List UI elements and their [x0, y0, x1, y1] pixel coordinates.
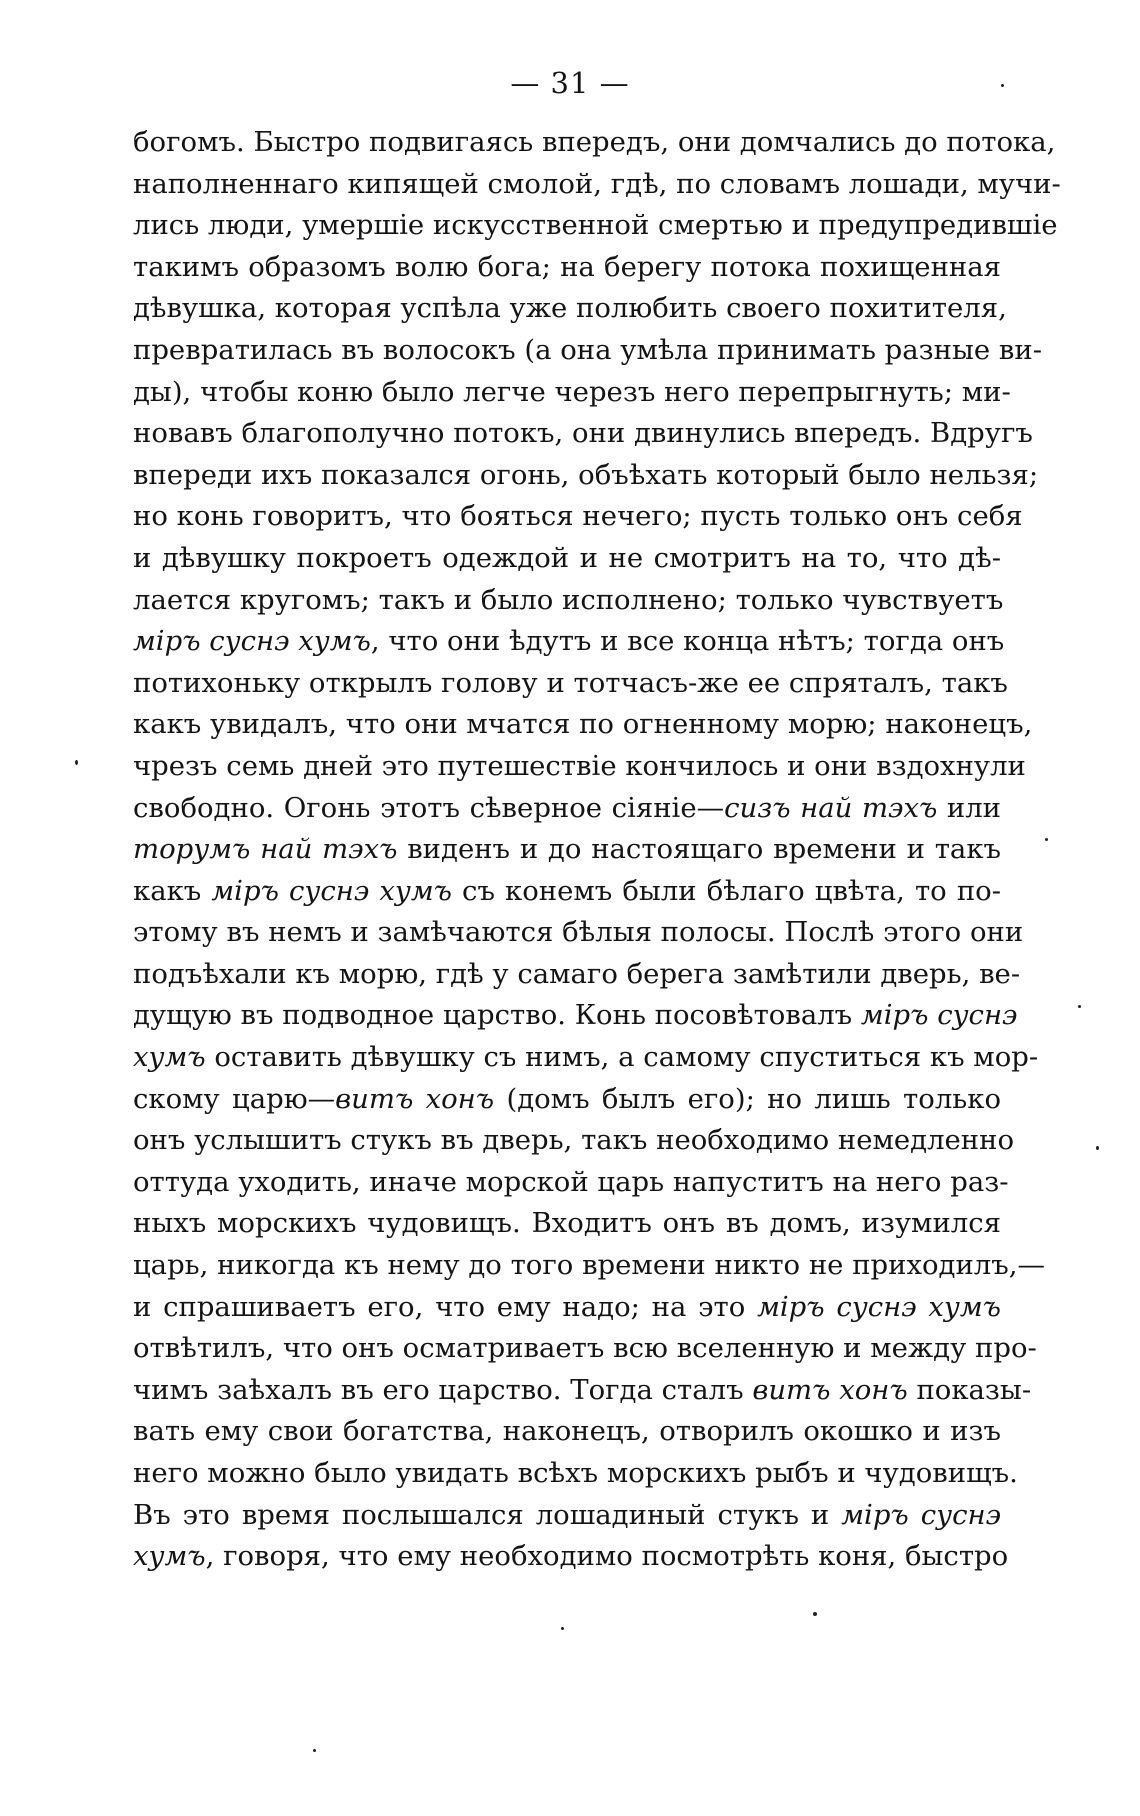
text-run: лись люди, умершіе искусственной смертью и предупредившіе: [133, 209, 1058, 242]
text-run: , говоря, что ему необходимо посмотрѣть коня, быстро: [205, 1540, 1009, 1573]
text-run: впереди ихъ показался огонь, объѣхать который было нельзя;: [133, 458, 1039, 491]
italic-term: торумъ най тэхъ: [133, 833, 398, 866]
text-run: него можно было увидать всѣхъ морскихъ рыбъ и чудовищъ.: [133, 1457, 1018, 1489]
italic-term: витъ хонъ: [335, 1082, 495, 1115]
text-line: [133, 663, 1008, 705]
text-run: дущую въ подводное царство. Конь посовѣтовалъ: [133, 999, 861, 1032]
text-run: отвѣтилъ, что онъ осматриваетъ всю вселенную и между про-: [133, 1332, 1037, 1365]
text-run: новавъ благополучно потокъ, они двинулись впередъ. Вдругъ: [133, 417, 1033, 450]
text-run: и дѣвушку покроетъ одеждой и не смотритъ на то, что дѣ-: [133, 541, 1001, 574]
text-line: [133, 1120, 1015, 1162]
text-run: богомъ. Быстро подвигаясь впередъ, они домчались до потока,: [133, 126, 1056, 158]
text-run: чимъ заѣхалъ въ его царство. Тогда сталъ: [133, 1373, 753, 1406]
text-line: [133, 829, 1001, 871]
scan-speck: [1096, 1146, 1099, 1150]
text-line: [133, 1245, 1045, 1287]
page-number: — 31 —: [510, 66, 630, 100]
text-run: дѣвушка, которая успѣла уже полюбить своего похитителя,: [133, 292, 1007, 325]
italic-term: міръ суснэ: [841, 1498, 1002, 1531]
text-line: [133, 1287, 1001, 1329]
text-run: превратилась въ волосокъ (а она умѣла принимать разные ви-: [133, 333, 1042, 366]
text-line: [133, 995, 1018, 1037]
text-run: виденъ и до настоящаго времени и такъ: [397, 833, 1002, 866]
italic-term: міръ суснэ хумъ: [211, 874, 452, 907]
italic-term: хумъ: [133, 1540, 206, 1573]
text-line: [133, 788, 1001, 830]
text-run: такимъ образомъ волю бога; на берегу потока похищенная: [133, 250, 1001, 283]
body-text: [133, 122, 1061, 1578]
text-line: [133, 621, 1005, 663]
text-run: чрезъ семь дней это путешествіе кончилось и они вздохнули: [133, 749, 1026, 782]
text-line: [133, 580, 1004, 622]
text-line: [133, 871, 1001, 913]
italic-term: витъ хонъ: [752, 1373, 908, 1406]
text-line: [133, 205, 1058, 247]
text-run: скому царю—: [133, 1082, 336, 1115]
text-run: и спрашиваетъ его, что ему надо; на это: [133, 1290, 758, 1323]
text-line: [133, 122, 1056, 164]
text-run: , что они ѣдутъ и все конца нѣтъ; тогда онъ: [370, 625, 1005, 658]
text-line: [133, 1079, 1001, 1121]
italic-term: міръ суснэ: [860, 999, 1018, 1032]
text-line: [133, 1162, 1009, 1204]
text-line: [133, 1411, 1001, 1453]
text-run: или: [937, 791, 1002, 824]
text-run: свободно. Огонь этотъ сѣверное сіяніе—: [133, 791, 725, 824]
text-line: [133, 1037, 1039, 1079]
text-line: [133, 954, 1021, 996]
scan-speck: [313, 1749, 316, 1752]
italic-term: міръ суснэ хумъ: [133, 625, 371, 658]
text-run: лается кругомъ; такъ и было исполнено; только чувствуетъ: [133, 583, 1004, 616]
text-run: ды), чтобы коню было легче черезъ него перепрыгнуть; ми-: [133, 375, 1011, 408]
text-run: вать ему свои богатства, наконецъ, отворилъ окошко и изъ: [133, 1415, 1001, 1448]
text-run: какъ: [133, 874, 212, 907]
text-line: [133, 1453, 1018, 1495]
text-line: [133, 1203, 1001, 1245]
scan-speck: [1078, 1005, 1081, 1008]
italic-term: хумъ: [133, 1041, 206, 1074]
text-line: [133, 1370, 1032, 1412]
text-line: [133, 372, 1011, 414]
text-run: наполненнаго кипящей смолой, гдѣ, по словамъ лошади, мучи-: [133, 167, 1061, 200]
text-line: [133, 164, 1061, 206]
italic-term: сизъ най тэхъ: [724, 791, 938, 824]
text-run: потихоньку открылъ голову и тотчасъ-же ее спряталъ, такъ: [133, 666, 1008, 699]
text-run: какъ увидалъ, что они мчатся по огненному морю; наконецъ,: [133, 708, 1033, 741]
text-line: [133, 288, 1007, 330]
text-line: [133, 538, 1001, 580]
text-line: [133, 1495, 1001, 1537]
text-run: оставить дѣвушку съ нимъ, а самому спуститься къ мор-: [205, 1041, 1039, 1074]
text-run: оттуда уходить, иначе морской царь напуститъ на него раз-: [133, 1165, 1009, 1198]
text-line: [133, 413, 1033, 455]
text-line: [133, 247, 1001, 289]
text-run: этому въ немъ и замѣчаются бѣлыя полосы. Послѣ этого они: [133, 916, 1024, 949]
text-run: онъ услышитъ стукъ въ дверь, такъ необходимо немедленно: [133, 1124, 1015, 1157]
text-run: ныхъ морскихъ чудовищъ. Входитъ онъ въ домъ, изумился: [133, 1207, 1001, 1240]
text-line: [133, 1536, 1009, 1578]
text-run: Въ это время послышался лошадиный стукъ и: [133, 1498, 842, 1531]
scan-speck: [813, 1612, 817, 1616]
text-line: [133, 330, 1042, 372]
scan-speck: [75, 760, 78, 765]
text-run: показы-: [907, 1373, 1032, 1406]
text-line: [133, 455, 1039, 497]
scan-speck: [1045, 838, 1048, 841]
text-line: [133, 746, 1026, 788]
italic-term: міръ суснэ хумъ: [757, 1290, 1001, 1323]
scan-speck: [1001, 84, 1004, 87]
text-run: подъѣхали къ морю, гдѣ у самаго берега замѣтили дверь, ве-: [133, 957, 1021, 990]
text-line: [133, 496, 1023, 538]
text-run: съ конемъ были бѣлаго цвѣта, то по-: [451, 874, 1001, 907]
text-line: [133, 704, 1033, 746]
scan-speck: [561, 1627, 564, 1630]
text-line: [133, 1328, 1037, 1370]
text-run: царь, никогда къ нему до того времени никто не приходилъ,—: [133, 1249, 1045, 1282]
text-run: (домъ былъ его); но лишь только: [494, 1082, 1002, 1115]
text-line: [133, 912, 1024, 954]
text-run: но конь говоритъ, что бояться нечего; пусть только онъ себя: [133, 500, 1023, 533]
